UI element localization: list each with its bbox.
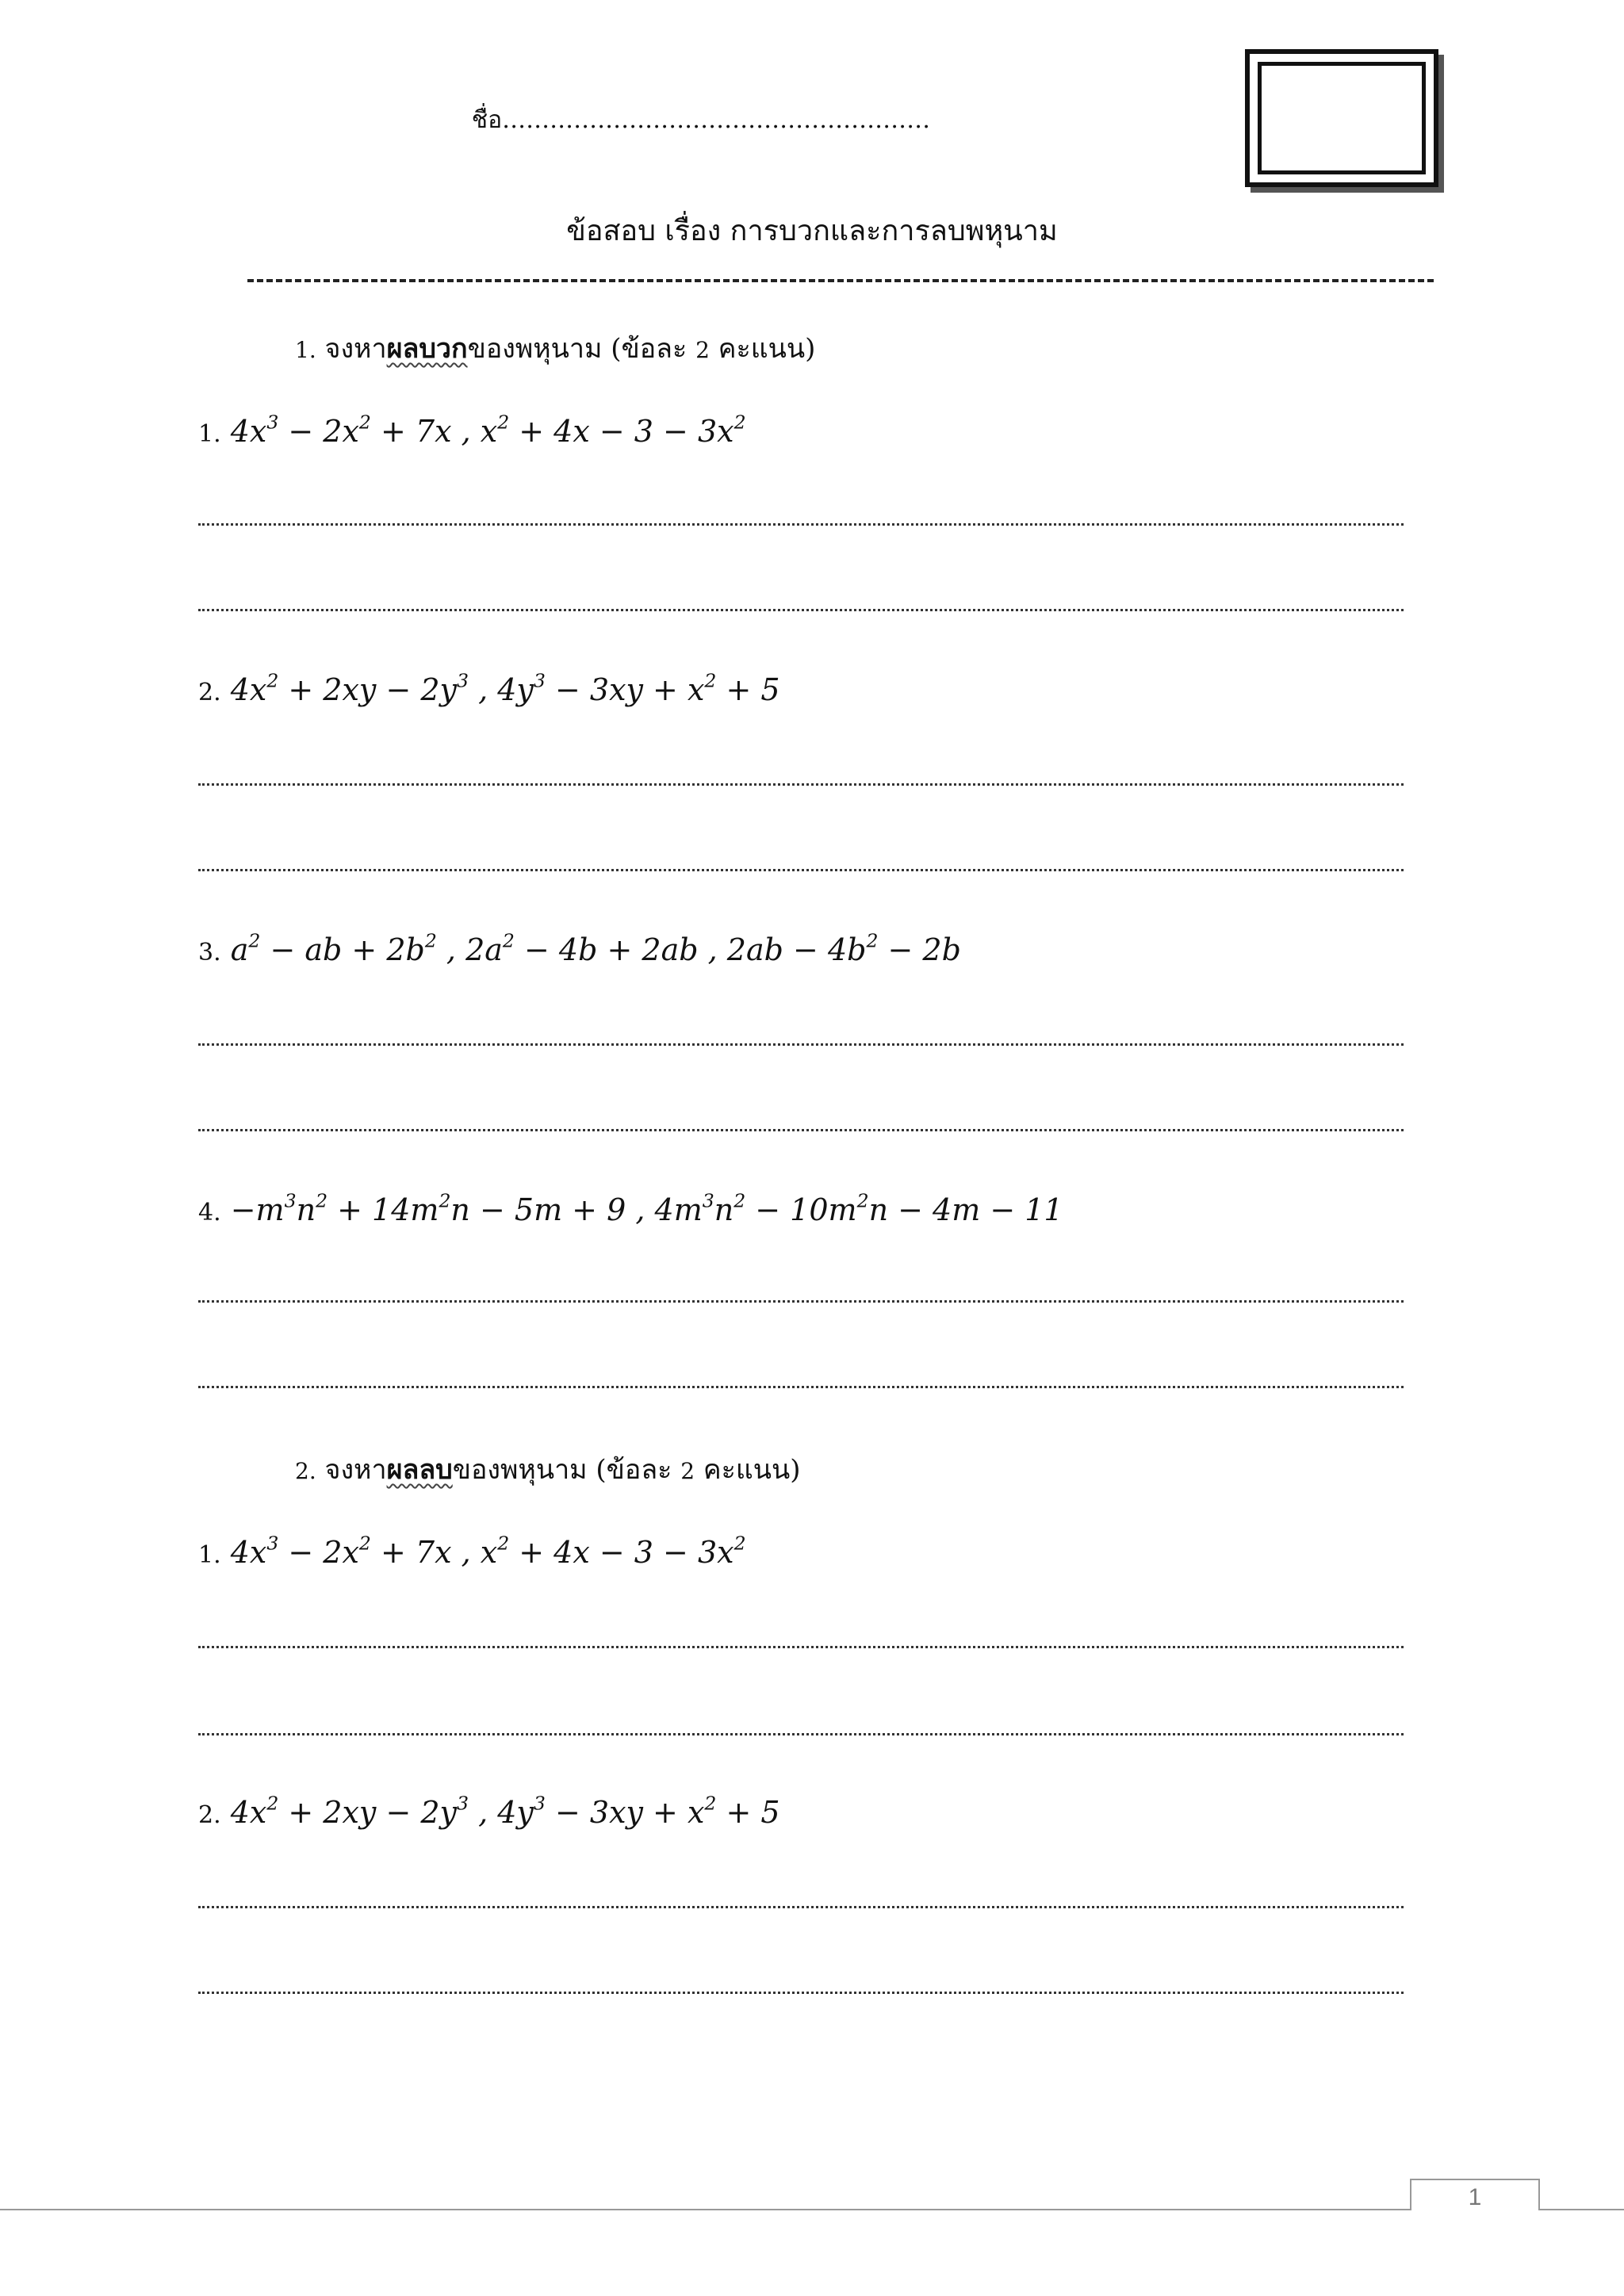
keyword-sum: ผลบวก [386,333,468,365]
answer-line[interactable] [198,1300,1404,1303]
page-number: 1 [1410,2179,1540,2210]
answer-line[interactable] [198,783,1404,786]
problem-2-2: 2. $4x^2 + 2xy - 2y^3$ , $4y^3 - 3xy + x^2 + 5$ [198,1792,780,1830]
problem-1-3: 3. $a^2$ − ab + $2b^2$ , $2a^2 - 4b + 2ab$ , $2ab - 4b^2 - 2b$ [198,929,961,967]
answer-line[interactable] [198,609,1404,611]
answer-line[interactable] [198,1646,1404,1648]
answer-line[interactable] [198,1906,1404,1908]
expression: $4x^3 - 2x^2 + 7x$ , $x^2 + 4x - 3 - 3x^2$ [230,1532,746,1570]
dashed-separator [247,279,1434,282]
exam-title: ข้อสอบ เรื่อง การบวกและการลบพหุนาม [566,215,1058,247]
problem-2-1: 1. $4x^3 - 2x^2 + 7x$ , $x^2 + 4x - 3 - 3x^2$ [198,1532,746,1570]
section-1-heading: 1. จงหาผลบวกของพหุนาม (ข้อละ 2 คะแนน) [295,333,816,365]
problem-1-4: 4. $-m^3n^2 + 14m^2n - 5m + 9$ , $4m^3n^2 - 10m^2n - 4m - 11$ [198,1189,1063,1227]
answer-line[interactable] [198,523,1404,526]
answer-line[interactable] [198,1043,1404,1046]
expression: $a^2$ − ab + $2b^2$ , $2a^2 - 4b + 2ab$ , $2ab - 4b^2 - 2b$ [230,929,961,967]
expression: $4x^2 + 2xy - 2y^3$ , $4y^3 - 3xy + x^2 + 5$ [230,669,780,707]
section-2-heading: 2. จงหาผลลบของพหุนาม (ข้อละ 2 คะแนน) [295,1454,801,1486]
expression: $4x^3 - 2x^2 + 7x$ , $x^2 + 4x - 3 - 3x^2$ [230,411,746,449]
answer-line[interactable] [198,1386,1404,1388]
keyword-difference: ผลลบ [386,1454,453,1486]
answer-line[interactable] [198,1992,1404,1994]
footer-line [0,2209,1624,2210]
problem-1-2: 2. $4x^2 + 2xy - 2y^3$ , $4y^3 - 3xy + x^2 + 5$ [198,669,780,707]
expression: $4x^2 + 2xy - 2y^3$ , $4y^3 - 3xy + x^2 + 5$ [230,1792,780,1830]
score-box [1245,49,1438,187]
answer-line[interactable] [198,1733,1404,1735]
answer-line[interactable] [198,1129,1404,1131]
answer-line[interactable] [198,869,1404,871]
expression: $-m^3n^2 + 14m^2n - 5m + 9$ , $4m^3n^2 - 10m^2n - 4m - 11$ [230,1189,1063,1227]
name-line: ชื่อ……………………………………………… [471,106,931,134]
problem-1-1: 1. $4x^3 - 2x^2 + 7x$ , $x^2 + 4x - 3 - 3x^2$ [198,411,746,449]
